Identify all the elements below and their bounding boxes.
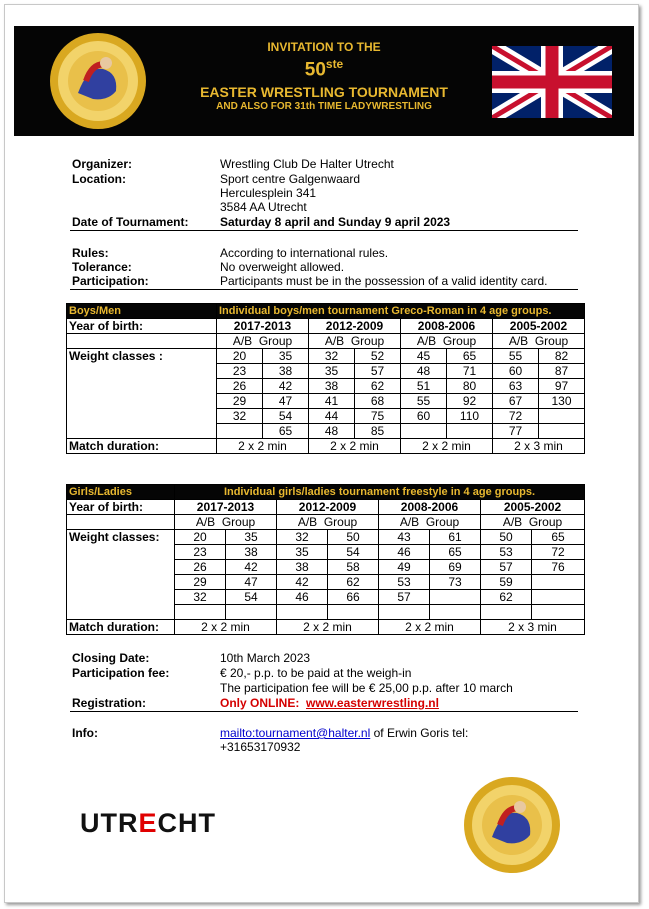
duration-label: Match duration: bbox=[67, 439, 217, 454]
weight-cell: 66 bbox=[328, 590, 379, 605]
group-label: Group bbox=[350, 334, 385, 348]
weight-cell: 76 bbox=[532, 560, 585, 575]
weight-cell: 85 bbox=[355, 424, 401, 439]
weight-cell: 80 bbox=[447, 379, 493, 394]
girls-weight-table bbox=[66, 484, 585, 635]
weight-cell: 35 bbox=[263, 349, 309, 364]
weight-cell bbox=[539, 409, 585, 424]
group-header bbox=[493, 334, 585, 349]
weight-cell: 38 bbox=[277, 560, 328, 575]
fee-label: Participation fee: bbox=[72, 666, 170, 680]
group-label: Group bbox=[534, 334, 569, 348]
weight-cell bbox=[328, 605, 379, 620]
year-row bbox=[67, 319, 585, 334]
tournament-logo-icon bbox=[462, 775, 562, 875]
tolerance-label: Tolerance: bbox=[72, 260, 132, 274]
year-range: 2012-2009 bbox=[277, 500, 379, 515]
weight-cell: 43 bbox=[379, 530, 430, 545]
weight-cell: 71 bbox=[447, 364, 493, 379]
weight-cell: 47 bbox=[226, 575, 277, 590]
weight-cell: 59 bbox=[481, 575, 532, 590]
weight-cell: 63 bbox=[493, 379, 539, 394]
city-logo-part: CHT bbox=[157, 808, 217, 838]
city-logo-part: UTR bbox=[80, 808, 139, 838]
empty-cell bbox=[67, 575, 175, 590]
weight-cell: 69 bbox=[430, 560, 481, 575]
boys-weight-table bbox=[66, 303, 585, 454]
weight-cell bbox=[447, 424, 493, 439]
weight-row bbox=[67, 575, 585, 590]
weight-cell: 26 bbox=[217, 379, 263, 394]
weight-cell bbox=[430, 590, 481, 605]
uk-flag-icon bbox=[492, 46, 612, 118]
weight-cell: 32 bbox=[175, 590, 226, 605]
registration-label: Registration: bbox=[72, 696, 147, 710]
weight-cell: 50 bbox=[481, 530, 532, 545]
duration-row bbox=[67, 439, 585, 454]
weight-row bbox=[67, 590, 585, 605]
location-line-1: Sport centre Galgenwaard bbox=[220, 172, 361, 186]
duration-value: 2 x 2 min bbox=[277, 620, 379, 635]
location-label: Location: bbox=[72, 172, 126, 186]
weight-cell bbox=[379, 605, 430, 620]
fee-line-2: The participation fee will be € 25,00 p.p. after 10 march bbox=[220, 681, 513, 695]
weight-row bbox=[67, 379, 585, 394]
organizer-value: Wrestling Club De Halter Utrecht bbox=[220, 157, 394, 171]
edition-line bbox=[164, 54, 484, 80]
weight-row bbox=[67, 530, 585, 545]
weight-row bbox=[67, 545, 585, 560]
weight-cell: 54 bbox=[263, 409, 309, 424]
weight-cell: 47 bbox=[263, 394, 309, 409]
weight-cell: 61 bbox=[430, 530, 481, 545]
year-label: Year of birth: bbox=[67, 500, 175, 515]
weight-cell: 65 bbox=[263, 424, 309, 439]
weight-cell: 54 bbox=[328, 545, 379, 560]
info-value bbox=[220, 726, 468, 740]
weight-cell bbox=[217, 424, 263, 439]
weight-cell bbox=[226, 605, 277, 620]
weight-row bbox=[67, 605, 585, 620]
duration-value: 2 x 2 min bbox=[217, 439, 309, 454]
divider bbox=[70, 230, 578, 231]
weight-cell: 35 bbox=[226, 530, 277, 545]
weight-cell: 44 bbox=[309, 409, 355, 424]
weight-cell: 46 bbox=[277, 590, 328, 605]
group-header bbox=[481, 515, 585, 530]
empty-cell bbox=[67, 515, 175, 530]
group-label: Group bbox=[528, 515, 563, 529]
fee-line-1: € 20,- p.p. to be paid at the weigh-in bbox=[220, 666, 412, 680]
ladywrestling-line: AND ALSO FOR 31th TIME LADYWRESTLING bbox=[216, 101, 432, 113]
group-label: Group bbox=[425, 515, 460, 529]
weight-cell: 38 bbox=[263, 364, 309, 379]
duration-value: 2 x 2 min bbox=[309, 439, 401, 454]
weight-cell: 65 bbox=[430, 545, 481, 560]
year-range: 2017-2013 bbox=[175, 500, 277, 515]
weight-cell: 32 bbox=[309, 349, 355, 364]
weight-cell: 92 bbox=[447, 394, 493, 409]
weight-classes-label: Weight classes: bbox=[67, 530, 175, 545]
group-header bbox=[175, 515, 277, 530]
ab-label: A/B bbox=[195, 515, 216, 529]
weight-row bbox=[67, 349, 585, 364]
year-range: 2012-2009 bbox=[309, 319, 401, 334]
weight-cell: 87 bbox=[539, 364, 585, 379]
year-range: 2005-2002 bbox=[481, 500, 585, 515]
weight-cell: 23 bbox=[175, 545, 226, 560]
weight-cell bbox=[532, 575, 585, 590]
banner-title bbox=[164, 40, 484, 112]
empty-cell bbox=[67, 560, 175, 575]
weight-cell: 20 bbox=[217, 349, 263, 364]
weight-cell: 42 bbox=[263, 379, 309, 394]
weight-cell: 53 bbox=[379, 575, 430, 590]
girls-section-title: Girls/Ladies bbox=[67, 485, 175, 500]
info-phone: +31653170932 bbox=[220, 740, 301, 754]
girls-description: Individual girls/ladies tournament freestyle in 4 age groups. bbox=[175, 485, 585, 500]
weight-cell: 23 bbox=[217, 364, 263, 379]
weight-cell: 51 bbox=[401, 379, 447, 394]
registration-value bbox=[220, 696, 439, 710]
rules-value: According to international rules. bbox=[220, 246, 389, 260]
weight-row bbox=[67, 424, 585, 439]
duration-value: 2 x 2 min bbox=[175, 620, 277, 635]
weight-cell bbox=[277, 605, 328, 620]
location-line-2: Herculesplein 341 bbox=[220, 186, 317, 200]
empty-cell bbox=[67, 394, 217, 409]
edition-number: 50 bbox=[304, 59, 326, 81]
weight-cell: 38 bbox=[226, 545, 277, 560]
weight-cell bbox=[175, 605, 226, 620]
weight-cell: 62 bbox=[355, 379, 401, 394]
group-row bbox=[67, 334, 585, 349]
boys-description: Individual boys/men tournament Greco-Roman in 4 age groups. bbox=[217, 304, 585, 319]
utrecht-city-logo bbox=[80, 808, 216, 839]
group-header bbox=[217, 334, 309, 349]
year-range: 2008-2006 bbox=[379, 500, 481, 515]
ab-label: A/B bbox=[324, 334, 345, 348]
weight-cell: 77 bbox=[493, 424, 539, 439]
weight-cell bbox=[539, 424, 585, 439]
weight-cell: 45 bbox=[401, 349, 447, 364]
weight-cell: 75 bbox=[355, 409, 401, 424]
weight-cell: 50 bbox=[328, 530, 379, 545]
rules-label: Rules: bbox=[72, 246, 109, 260]
weight-cell: 60 bbox=[493, 364, 539, 379]
weight-cell: 48 bbox=[309, 424, 355, 439]
weight-cell: 82 bbox=[539, 349, 585, 364]
group-row bbox=[67, 515, 585, 530]
empty-cell bbox=[67, 605, 175, 620]
info-contact: of Erwin Goris tel: bbox=[373, 726, 469, 740]
group-label: Group bbox=[221, 515, 256, 529]
weight-cell: 57 bbox=[481, 560, 532, 575]
group-label: Group bbox=[323, 515, 358, 529]
weight-cell bbox=[532, 590, 585, 605]
duration-value: 2 x 2 min bbox=[379, 620, 481, 635]
weight-cell: 55 bbox=[401, 394, 447, 409]
participation-label: Participation: bbox=[72, 274, 149, 288]
boys-section-title: Boys/Men bbox=[67, 304, 217, 319]
empty-cell bbox=[67, 409, 217, 424]
city-logo-accent: E bbox=[138, 808, 158, 838]
ab-label: A/B bbox=[502, 515, 523, 529]
weight-cell: 42 bbox=[277, 575, 328, 590]
weight-cell: 62 bbox=[328, 575, 379, 590]
closing-value: 10th March 2023 bbox=[220, 651, 311, 665]
weight-cell: 32 bbox=[277, 530, 328, 545]
participation-value: Participants must be in the possession of a valid identity card. bbox=[220, 274, 548, 288]
weight-cell: 110 bbox=[447, 409, 493, 424]
weight-cell: 65 bbox=[447, 349, 493, 364]
ab-label: A/B bbox=[508, 334, 529, 348]
registration-link[interactable]: www.easterwrestling.nl bbox=[306, 696, 439, 710]
weight-cell: 53 bbox=[481, 545, 532, 560]
empty-cell bbox=[67, 424, 217, 439]
weight-cell: 42 bbox=[226, 560, 277, 575]
weight-cell: 73 bbox=[430, 575, 481, 590]
weight-row bbox=[67, 560, 585, 575]
empty-cell bbox=[67, 334, 217, 349]
weight-cell: 130 bbox=[539, 394, 585, 409]
year-range: 2017-2013 bbox=[217, 319, 309, 334]
weight-cell: 72 bbox=[532, 545, 585, 560]
weight-cell: 49 bbox=[379, 560, 430, 575]
weight-cell: 72 bbox=[493, 409, 539, 424]
weight-cell: 97 bbox=[539, 379, 585, 394]
ab-label: A/B bbox=[416, 334, 437, 348]
tournament-name: EASTER WRESTLING TOURNAMENT bbox=[200, 84, 448, 101]
weight-cell: 57 bbox=[355, 364, 401, 379]
weight-cell: 65 bbox=[532, 530, 585, 545]
weight-cell: 20 bbox=[175, 530, 226, 545]
empty-cell bbox=[67, 379, 217, 394]
duration-value: 2 x 3 min bbox=[481, 620, 585, 635]
weight-cell: 38 bbox=[309, 379, 355, 394]
weight-cell: 57 bbox=[379, 590, 430, 605]
weight-cell: 26 bbox=[175, 560, 226, 575]
info-label: Info: bbox=[72, 726, 98, 740]
duration-label: Match duration: bbox=[67, 620, 175, 635]
group-label: Group bbox=[258, 334, 293, 348]
date-label: Date of Tournament: bbox=[72, 215, 189, 229]
weight-cell bbox=[401, 424, 447, 439]
weight-cell: 52 bbox=[355, 349, 401, 364]
weight-cell: 29 bbox=[217, 394, 263, 409]
organizer-label: Organizer: bbox=[72, 157, 133, 171]
weight-cell: 62 bbox=[481, 590, 532, 605]
divider bbox=[70, 711, 578, 712]
weight-cell bbox=[481, 605, 532, 620]
edition-suffix: ste bbox=[325, 57, 344, 71]
weight-cell: 35 bbox=[309, 364, 355, 379]
weight-cell: 41 bbox=[309, 394, 355, 409]
empty-cell bbox=[67, 545, 175, 560]
weight-cell: 67 bbox=[493, 394, 539, 409]
empty-cell bbox=[67, 364, 217, 379]
location-line-3: 3584 AA Utrecht bbox=[220, 200, 307, 214]
group-header bbox=[401, 334, 493, 349]
weight-row bbox=[67, 409, 585, 424]
closing-label: Closing Date: bbox=[72, 651, 150, 665]
weight-cell: 46 bbox=[379, 545, 430, 560]
weight-cell: 58 bbox=[328, 560, 379, 575]
weight-cell bbox=[430, 605, 481, 620]
duration-value: 2 x 3 min bbox=[493, 439, 585, 454]
divider bbox=[70, 289, 578, 290]
empty-cell bbox=[67, 590, 175, 605]
ab-label: A/B bbox=[399, 515, 420, 529]
year-range: 2005-2002 bbox=[493, 319, 585, 334]
duration-value: 2 x 2 min bbox=[401, 439, 493, 454]
ab-label: A/B bbox=[297, 515, 318, 529]
group-header bbox=[309, 334, 401, 349]
duration-row bbox=[67, 620, 585, 635]
weight-cell: 35 bbox=[277, 545, 328, 560]
weight-cell: 32 bbox=[217, 409, 263, 424]
weight-cell bbox=[532, 605, 585, 620]
group-header bbox=[379, 515, 481, 530]
weight-cell: 68 bbox=[355, 394, 401, 409]
weight-cell: 60 bbox=[401, 409, 447, 424]
tolerance-value: No overweight allowed. bbox=[220, 260, 345, 274]
year-label: Year of birth: bbox=[67, 319, 217, 334]
weight-cell: 48 bbox=[401, 364, 447, 379]
weight-row bbox=[67, 364, 585, 379]
date-value: Saturday 8 april and Sunday 9 april 2023 bbox=[220, 215, 451, 229]
info-email-link[interactable]: mailto:tournament@halter.nl bbox=[220, 726, 371, 740]
weight-row bbox=[67, 394, 585, 409]
year-row bbox=[67, 500, 585, 515]
registration-prefix: Only ONLINE: bbox=[220, 696, 300, 710]
invitation-line: INVITATION TO THE bbox=[267, 40, 381, 54]
weight-classes-label: Weight classes : bbox=[67, 349, 217, 364]
group-header bbox=[277, 515, 379, 530]
weight-cell: 29 bbox=[175, 575, 226, 590]
group-label: Group bbox=[442, 334, 477, 348]
year-range: 2008-2006 bbox=[401, 319, 493, 334]
weight-cell: 54 bbox=[226, 590, 277, 605]
ab-label: A/B bbox=[232, 334, 253, 348]
header-banner bbox=[14, 26, 634, 136]
weight-cell: 55 bbox=[493, 349, 539, 364]
tournament-logo-icon bbox=[48, 31, 148, 131]
